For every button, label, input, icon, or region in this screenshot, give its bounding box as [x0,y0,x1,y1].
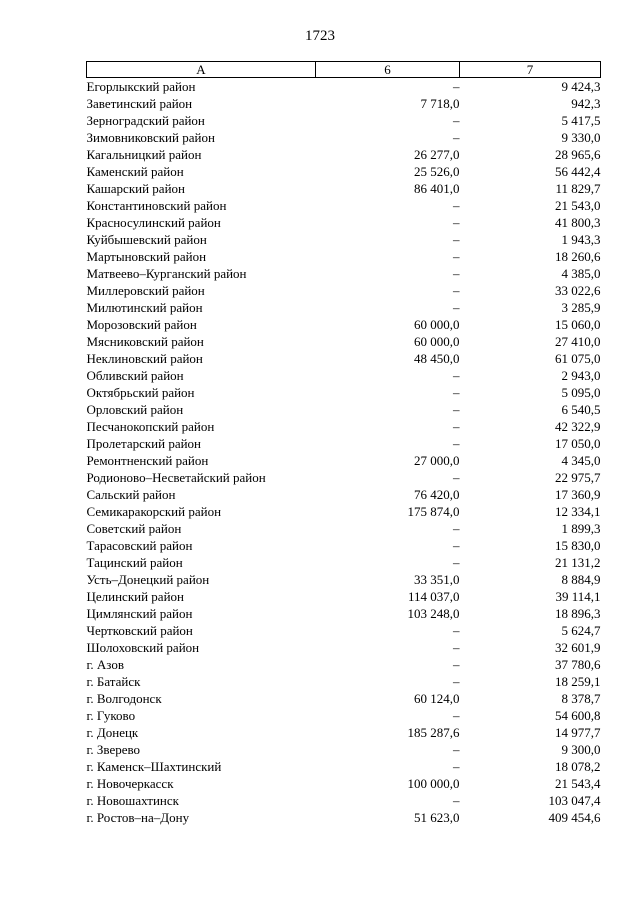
row-value-7: 8 884,9 [561,572,601,587]
row-value-6: – [453,759,460,774]
row-name: г. Азов [86,657,124,672]
row-value-7: 1 943,3 [561,232,601,247]
row-value-7: 9 300,0 [561,742,601,757]
row-value-6: – [453,79,460,94]
row-name: Красносулинский район [86,215,221,230]
row-name: Тарасовский район [86,538,193,553]
row-value-6: – [453,419,460,434]
row-name: Милютинский район [86,300,203,315]
row-value-6: 185 287,6 [407,725,460,740]
row-value-6: – [453,708,460,723]
table-row [87,707,601,724]
row-value-7: 33 022,6 [555,283,601,298]
row-name: г. Каменск–Шахтинский [86,759,222,774]
column-header-name: А [87,62,316,78]
row-value-6: – [453,283,460,298]
row-name: Тацинский район [86,555,183,570]
row-name: Пролетарский район [86,436,202,451]
row-name: Зерноградский район [86,113,205,128]
row-name: Ремонтненский район [86,453,209,468]
table-row [87,78,601,96]
table-row [87,520,601,537]
row-value-6: – [453,198,460,213]
table-row [87,486,601,503]
row-value-6: – [453,742,460,757]
table-row [87,384,601,401]
row-value-7: 15 060,0 [555,317,601,332]
table-row [87,214,601,231]
table-row [87,146,601,163]
row-value-7: 32 601,9 [555,640,601,655]
row-value-7: 22 975,7 [555,470,601,485]
row-name: Морозовский район [86,317,197,332]
row-value-7: 21 543,4 [555,776,601,791]
row-name: Матвеево–Курганский район [86,266,247,281]
row-name: Орловский район [86,402,184,417]
row-name: Неклиновский район [86,351,203,366]
table-row [87,758,601,775]
row-name: Советский район [86,521,182,536]
row-value-6: 51 623,0 [414,810,460,825]
page-number: 1723 [305,28,335,44]
row-name: Целинский район [86,589,184,604]
table-row [87,588,601,605]
table-row [87,503,601,520]
row-name: г. Донецк [86,725,139,740]
row-name: г. Батайск [86,674,141,689]
column-header-7: 7 [460,62,601,78]
row-name: Мартыновский район [86,249,207,264]
table-row [87,571,601,588]
table-row [87,792,601,809]
table-row [87,350,601,367]
row-value-6: 60 000,0 [414,317,460,332]
row-value-7: 54 600,8 [555,708,601,723]
table-row [87,112,601,129]
row-value-7: 409 454,6 [548,810,601,825]
row-value-7: 8 378,7 [561,691,601,706]
table-row [87,401,601,418]
row-name: Зимовниковский район [86,130,215,145]
table-row [87,265,601,282]
row-value-7: 15 830,0 [555,538,601,553]
row-name: Цимлянский район [86,606,193,621]
row-value-7: 18 259,1 [555,674,601,689]
row-value-7: 6 540,5 [561,402,601,417]
table-row [87,367,601,384]
row-value-6: – [453,521,460,536]
row-name: г. Гуково [86,708,136,723]
table-row [87,469,601,486]
row-value-6: – [453,555,460,570]
table-row [87,741,601,758]
row-value-7: 5 624,7 [561,623,601,638]
table-row [87,775,601,792]
row-value-7: 9 424,3 [561,79,601,94]
row-value-6: – [453,215,460,230]
row-value-7: 942,3 [571,96,601,111]
table-row [87,537,601,554]
row-value-6: – [453,266,460,281]
row-name: г. Волгодонск [86,691,162,706]
row-name: Миллеровский район [86,283,205,298]
row-value-6: – [453,640,460,655]
row-value-6: 60 000,0 [414,334,460,349]
row-value-7: 1 899,3 [561,521,601,536]
table-row [87,452,601,469]
row-value-7: 5 095,0 [561,385,601,400]
row-name: Родионово–Несветайский район [86,470,266,485]
row-value-6: 103 248,0 [407,606,460,621]
table-row [87,656,601,673]
table-row [87,605,601,622]
row-value-7: 21 131,2 [555,555,601,570]
row-name: Кагальницкий район [86,147,202,162]
row-name: г. Новошахтинск [86,793,179,808]
row-value-7: 41 800,3 [555,215,601,230]
table-row [87,129,601,146]
row-name: Заветинский район [86,96,193,111]
table-row [87,316,601,333]
row-value-6: 100 000,0 [407,776,460,791]
table-row [87,418,601,435]
table-row [87,435,601,452]
table-row [87,248,601,265]
row-value-7: 11 829,7 [555,181,601,196]
row-name: Каменский район [86,164,184,179]
row-value-6: 48 450,0 [414,351,460,366]
row-value-7: 42 322,9 [555,419,601,434]
row-value-7: 12 334,1 [555,504,601,519]
row-value-6: – [453,402,460,417]
row-value-7: 61 075,0 [555,351,601,366]
row-value-7: 4 385,0 [561,266,601,281]
row-value-7: 9 330,0 [561,130,601,145]
table-row [87,622,601,639]
row-name: Мясниковский район [86,334,204,349]
table-row [87,299,601,316]
row-name: г. Зверево [86,742,141,757]
row-value-7: 5 417,5 [561,113,601,128]
row-name: Обливский район [86,368,184,383]
row-value-7: 17 360,9 [555,487,601,502]
row-name: г. Новочеркасск [86,776,174,791]
row-value-6: 114 037,0 [407,589,460,604]
row-value-6: – [453,385,460,400]
row-value-7: 2 943,0 [561,368,601,383]
row-value-6: – [453,538,460,553]
column-header-6: 6 [316,62,460,78]
row-value-6: – [453,130,460,145]
row-name: Кашарский район [86,181,185,196]
table-row [87,333,601,350]
row-value-7: 103 047,4 [548,793,601,808]
row-value-6: – [453,657,460,672]
row-value-6: 175 874,0 [407,504,460,519]
row-value-6: – [453,436,460,451]
row-value-6: 25 526,0 [414,164,460,179]
row-value-6: – [453,113,460,128]
row-value-7: 4 345,0 [561,453,601,468]
row-value-7: 18 896,3 [555,606,601,621]
row-value-7: 14 977,7 [555,725,601,740]
row-name: Куйбышевский район [86,232,207,247]
row-value-6: 27 000,0 [414,453,460,468]
row-value-6: – [453,368,460,383]
table-row [87,197,601,214]
table-body [87,78,601,827]
row-value-7: 18 078,2 [555,759,601,774]
row-value-6: – [453,232,460,247]
table-row [87,809,601,826]
row-value-7: 18 260,6 [555,249,601,264]
table-row [87,180,601,197]
row-name: Константиновский район [86,198,227,213]
row-value-7: 27 410,0 [555,334,601,349]
row-name: г. Ростов–на–Дону [86,810,190,825]
row-name: Усть–Донецкий район [86,572,210,587]
row-value-7: 56 442,4 [555,164,601,179]
row-value-6: – [453,249,460,264]
row-value-6: – [453,470,460,485]
row-value-6: – [453,623,460,638]
table-row [87,163,601,180]
row-value-6: 60 124,0 [414,691,460,706]
row-value-7: 3 285,9 [561,300,601,315]
row-value-7: 21 543,0 [555,198,601,213]
row-name: Песчанокопский район [86,419,215,434]
row-value-6: 86 401,0 [414,181,460,196]
row-name: Чертковский район [86,623,193,638]
row-value-6: 26 277,0 [414,147,460,162]
table-row [87,95,601,112]
row-name: Шолоховский район [86,640,200,655]
row-value-7: 28 965,6 [555,147,601,162]
row-name: Октябрьский район [86,385,195,400]
row-value-7: 39 114,1 [555,589,601,604]
table-row [87,639,601,656]
row-value-6: 7 718,0 [420,96,460,111]
budget-table [86,61,601,826]
table-row [87,231,601,248]
row-name: Сальский район [86,487,176,502]
row-value-7: 17 050,0 [555,436,601,451]
table-row [87,282,601,299]
row-value-6: 33 351,0 [414,572,460,587]
row-value-6: – [453,674,460,689]
row-name: Семикаракорский район [86,504,222,519]
table-row [87,724,601,741]
row-name: Егорлыкский район [86,79,196,94]
row-value-7: 37 780,6 [555,657,601,672]
table-header-row [87,62,601,78]
table-row [87,673,601,690]
row-value-6: – [453,300,460,315]
row-value-6: – [453,793,460,808]
table-row [87,554,601,571]
row-value-6: 76 420,0 [414,487,460,502]
table-row [87,690,601,707]
